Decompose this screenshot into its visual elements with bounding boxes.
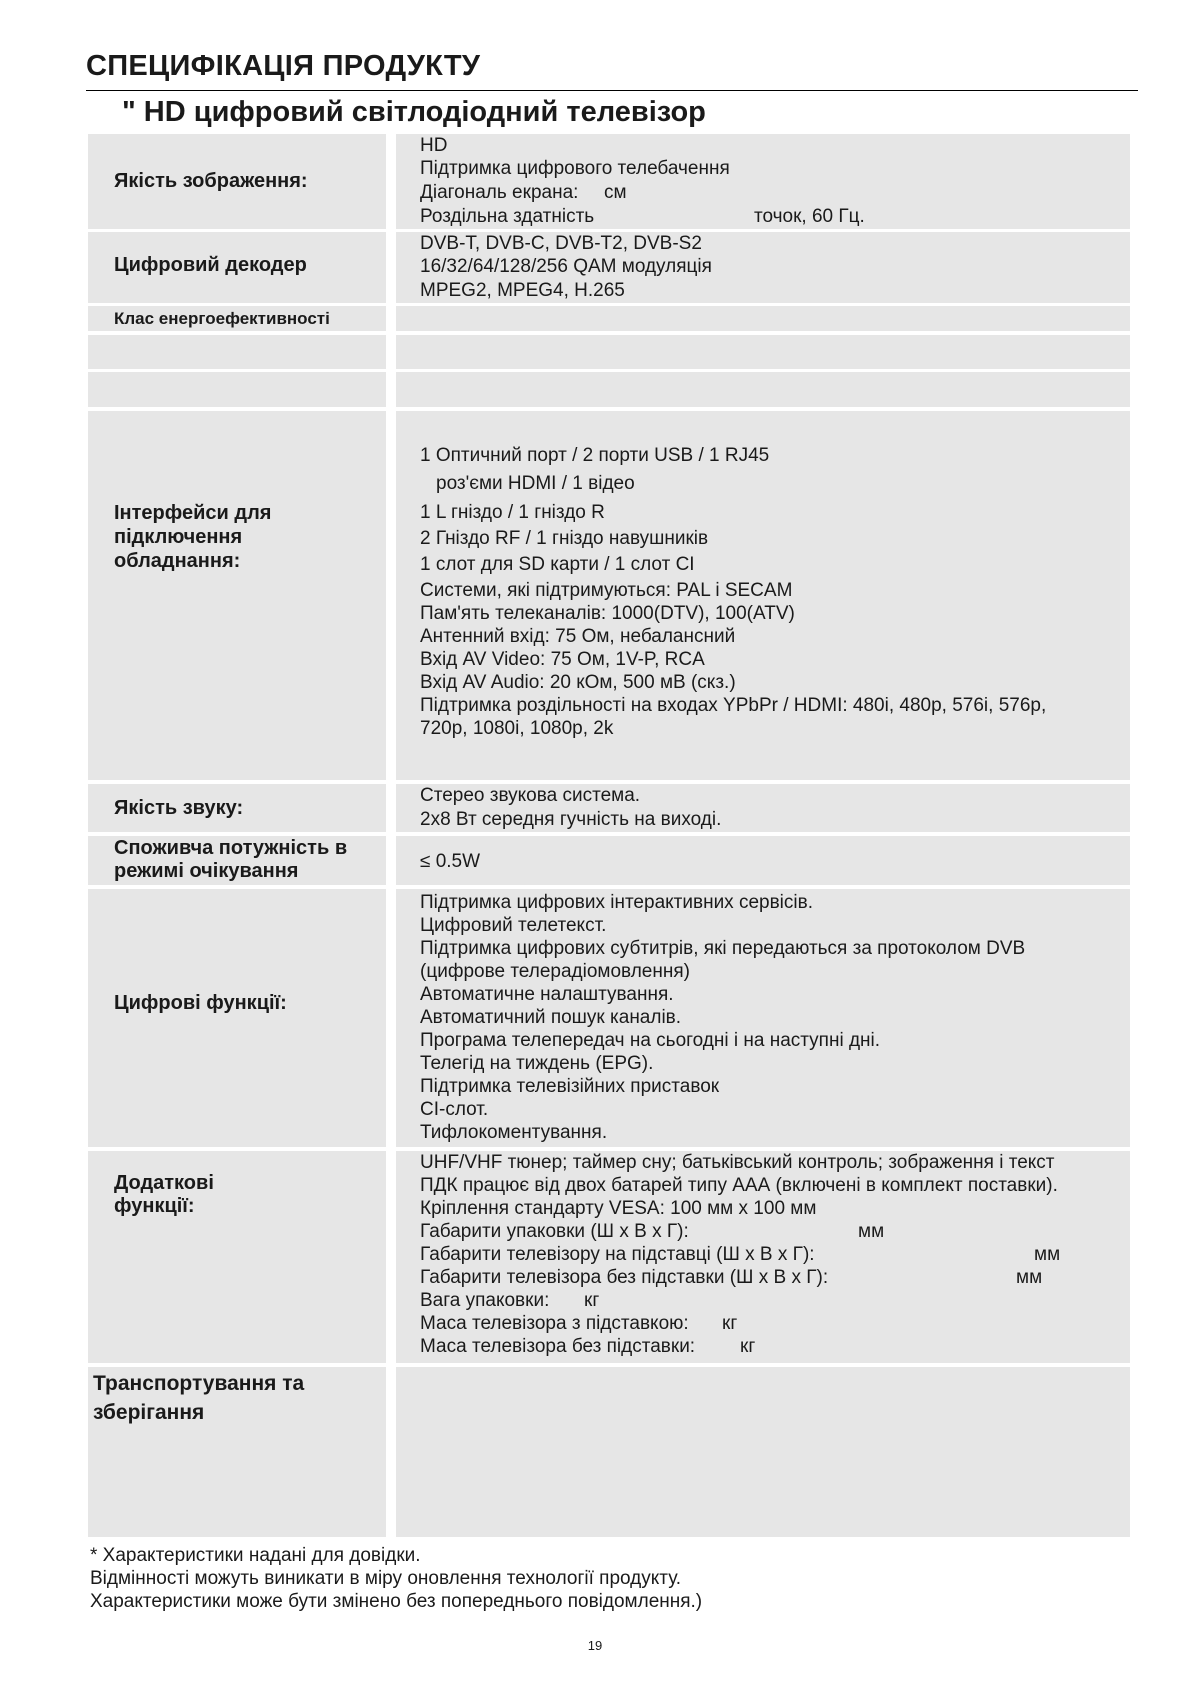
page-title: СПЕЦИФІКАЦІЯ ПРОДУКТУ	[86, 50, 481, 82]
spec-line: Вага упаковки:	[420, 1290, 550, 1311]
spec-label: Споживча потужність в	[114, 837, 348, 859]
spec-label: обладнання:	[114, 550, 241, 572]
spec-value-cell	[396, 1367, 1130, 1537]
spec-label-cell	[88, 411, 386, 780]
spec-line: Пам'ять телеканалів: 1000(DTV), 100(ATV)	[420, 603, 795, 624]
spec-value-cell	[396, 306, 1130, 331]
spec-line: Стерео звукова система.	[420, 785, 641, 806]
spec-label: підключення	[114, 526, 243, 548]
title-divider	[86, 90, 1138, 91]
spec-row-extra	[88, 1151, 1130, 1363]
spec-line: Телегід на тиждень (EPG).	[420, 1053, 654, 1074]
spec-unit: кг	[740, 1336, 756, 1357]
spec-row-interfaces	[88, 411, 1130, 780]
spec-line: Тифлокоментування.	[420, 1122, 608, 1143]
spec-label-cell	[88, 134, 386, 229]
spec-value-cell	[396, 836, 1130, 885]
spec-label-cell	[88, 836, 386, 885]
spec-line: HD	[420, 135, 448, 156]
spec-label: Інтерфейси для	[114, 502, 272, 524]
spec-label-cell	[88, 335, 386, 369]
spec-line: 720p, 1080i, 1080p, 2k	[420, 718, 614, 739]
spec-value-cell	[396, 411, 1130, 780]
spec-row-picture	[88, 134, 1130, 229]
spec-line: Цифровий телетекст.	[420, 915, 607, 936]
spec-label-cell	[88, 1151, 386, 1363]
spec-line: 1 слот для SD карти / 1 слот CI	[420, 554, 695, 575]
spec-label: Додаткові	[114, 1172, 214, 1194]
footnote: * Характеристики надані для довідки.	[90, 1545, 421, 1566]
spec-unit: мм	[1034, 1244, 1061, 1265]
spec-line: Підтримка телевізійних приставок	[420, 1076, 720, 1097]
spec-label-cell	[88, 784, 386, 832]
spec-row-empty	[88, 335, 1130, 369]
spec-line: MPEG2, MPEG4, H.265	[420, 280, 625, 301]
spec-row-decoder	[88, 232, 1130, 303]
spec-line: Підтримка цифрового телебачення	[420, 158, 730, 179]
spec-line: CI-слот.	[420, 1099, 489, 1120]
spec-label: Транспортування та	[93, 1372, 305, 1395]
spec-unit: кг	[722, 1313, 738, 1334]
spec-label-cell	[88, 372, 386, 407]
spec-line: Програма телепередач на сьогодні і на наступні дні.	[420, 1030, 881, 1051]
spec-label-cell	[88, 306, 386, 331]
spec-unit: мм	[858, 1221, 885, 1242]
spec-unit: точок, 60 Гц.	[754, 206, 865, 227]
spec-row-energy	[88, 306, 1130, 331]
spec-label: режимі очікування	[114, 860, 299, 882]
spec-value-cell	[396, 784, 1130, 832]
spec-line: роз'єми HDMI / 1 відео	[436, 473, 635, 494]
spec-line: Підтримка цифрових інтерактивних сервісів.	[420, 892, 813, 913]
spec-line: Підтримка роздільності на входах YPbPr / HDMI: 480i, 480p, 576i, 576p,	[420, 695, 1047, 716]
spec-line: Маса телевізора без підставки:	[420, 1336, 696, 1357]
spec-line: Антенний вхід: 75 Ом, небалансний	[420, 626, 736, 647]
spec-unit: см	[604, 182, 627, 203]
spec-row-sound	[88, 784, 1130, 832]
spec-line: Габарити телевізора без підставки (Ш x В x Г):	[420, 1267, 829, 1288]
product-subtitle: " HD цифровий світлодіодний телевізор	[122, 96, 706, 128]
spec-line: DVB-T, DVB-C, DVB-T2, DVB-S2	[420, 233, 702, 254]
spec-line: 1 L гніздо / 1 гніздо R	[420, 502, 605, 523]
spec-line: Габарити упаковки (Ш x В x Г):	[420, 1221, 689, 1242]
spec-line: 2 Гніздо RF / 1 гніздо навушників	[420, 528, 709, 549]
spec-label: Якість звуку:	[114, 797, 244, 819]
spec-line: 1 Оптичний порт / 2 порти USB / 1 RJ45	[420, 445, 770, 466]
spec-value-cell	[396, 232, 1130, 303]
spec-line: (цифрове телерадіомовлення)	[420, 961, 690, 982]
spec-line: Системи, які підтримуються: PAL і SECAM	[420, 580, 793, 601]
spec-value-cell	[396, 1151, 1130, 1363]
spec-label: Клас енергоефективності	[114, 309, 330, 328]
spec-label: функції:	[114, 1195, 195, 1217]
spec-line: Вхід AV Video: 75 Ом, 1V-P, RCA	[420, 649, 705, 670]
spec-line: ≤ 0.5W	[420, 851, 481, 872]
footnote: Характеристики може бути змінено без попереднього повідомлення.)	[90, 1591, 703, 1612]
spec-line: Маса телевізора з підставкою:	[420, 1313, 689, 1334]
spec-label: Цифровий декодер	[114, 254, 307, 276]
spec-row-standby	[88, 836, 1130, 885]
spec-label-cell	[88, 232, 386, 303]
spec-line: ПДК працює від двох батарей типу ААА (включені в комплект поставки).	[420, 1175, 1058, 1196]
spec-unit: мм	[1016, 1267, 1043, 1288]
spec-line: Підтримка цифрових субтитрів, які передаються за протоколом DVB	[420, 938, 1026, 959]
spec-unit: кг	[584, 1290, 600, 1311]
spec-label-cell	[88, 1367, 386, 1537]
spec-line: 16/32/64/128/256 QAM модуляція	[420, 256, 712, 277]
spec-label-cell	[88, 889, 386, 1147]
spec-value-cell	[396, 134, 1130, 229]
spec-label: Цифрові функції:	[114, 992, 287, 1014]
spec-line: Габарити телевізору на підставці (Ш x В x Г):	[420, 1244, 815, 1265]
spec-label: Якість зображення:	[114, 170, 308, 192]
footnote: Відмінності можуть виникати в міру оновлення технології продукту.	[90, 1568, 682, 1589]
spec-row-digital	[88, 889, 1130, 1147]
spec-row-transport	[88, 1367, 1130, 1537]
spec-line: Кріплення стандарту VESA: 100 мм x 100 мм	[420, 1198, 817, 1219]
page-number: 19	[587, 1638, 603, 1653]
spec-line: Автоматичне налаштування.	[420, 984, 674, 1005]
spec-line: Автоматичний пошук каналів.	[420, 1007, 682, 1028]
spec-line: Діагональ екрана:	[420, 182, 579, 203]
spec-line: Роздільна здатність	[420, 206, 595, 227]
spec-line: 2x8 Вт середня гучність на виході.	[420, 809, 722, 830]
spec-label: зберігання	[93, 1401, 205, 1424]
spec-value-cell	[396, 335, 1130, 369]
spec-row-empty	[88, 372, 1130, 407]
spec-line: UHF/VHF тюнер; таймер сну; батьківський контроль; зображення і текст	[420, 1152, 1055, 1173]
spec-value-cell	[396, 372, 1130, 407]
spec-value-cell	[396, 889, 1130, 1147]
spec-line: Вхід AV Audio: 20 кОм, 500 мВ (скз.)	[420, 672, 736, 693]
